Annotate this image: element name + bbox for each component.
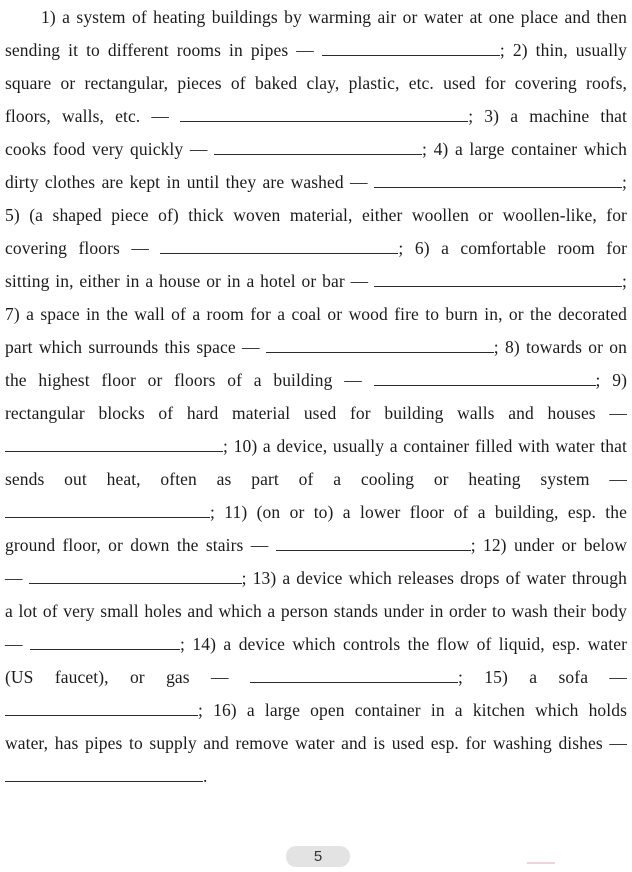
vocabulary-definitions-paragraph [5,1,627,793]
answer-blank [374,274,622,287]
answer-blank [180,109,468,122]
page-number: 5 [313,848,323,865]
definition-text: . [203,766,208,786]
answer-blank [160,241,398,254]
definition-text: ; 10) a device, usually a container filled with water that sends out heat, often as part of a cooling or heating system — [5,436,627,489]
answer-blank [266,340,494,353]
answer-blank [214,142,422,155]
answer-blank [250,670,458,683]
definition-text: ; 5) (a shaped piece of) thick woven material, either woollen or woollen-like, for covering floors — [5,172,627,258]
page-number-badge [286,846,350,867]
definition-text: ; 13) a device which releases drops of water through a lot of very small holes and which a person stands under in order to wash their body — [5,568,627,654]
definition-text: ; 16) a large open container in a kitchen which holds water, has pipes to supply and remove water and is used esp. for washing dishes — [5,700,627,753]
definition-text: ; 15) a sofa — [458,667,628,687]
answer-blank [374,175,622,188]
definition-text: ; 12) under or below — [5,535,627,588]
answer-blank [322,43,500,56]
answer-blank [5,703,198,716]
answer-blank [5,439,223,452]
answer-blank [30,637,180,650]
answer-blank [276,538,471,551]
scan-artifact-mark [527,862,555,864]
definition-text: ; 2) thin, usually square or rectangular, pieces of baked clay, plastic, etc. used for covering roofs, floors, walls, etc. — [5,40,628,126]
answer-blank [5,769,203,782]
answer-blank [29,571,242,584]
definition-text: ; 3) a machine that cooks food very quickly — [5,106,627,159]
definition-text: ; 7) a space in the wall of a room for a coal or wood fire to burn in, or the decorated part which surrounds this space — [5,271,627,357]
answer-blank [374,373,596,386]
definition-text: ; 6) a comfortable room for sitting in, either in a house or in a hotel or bar — [5,238,627,291]
definition-text: 1) a system of heating buildings by warming air or water at one place and then sending it to different rooms in pipes — [5,7,627,60]
definition-text: ; 9) rectangular blocks of hard material used for building walls and houses — [5,370,628,423]
definition-text: ; 4) a large container which dirty clothes are kept in until they are washed — [5,139,627,192]
answer-blank [5,505,210,518]
definition-text: ; 14) a device which controls the flow of liquid, esp. water (US faucet), or gas — [5,634,628,687]
definition-text: ; 8) towards or on the highest floor or floors of a building — [5,337,627,390]
definition-text: ; 11) (on or to) a lower floor of a building, esp. the ground floor, or down the stairs — [5,502,627,555]
